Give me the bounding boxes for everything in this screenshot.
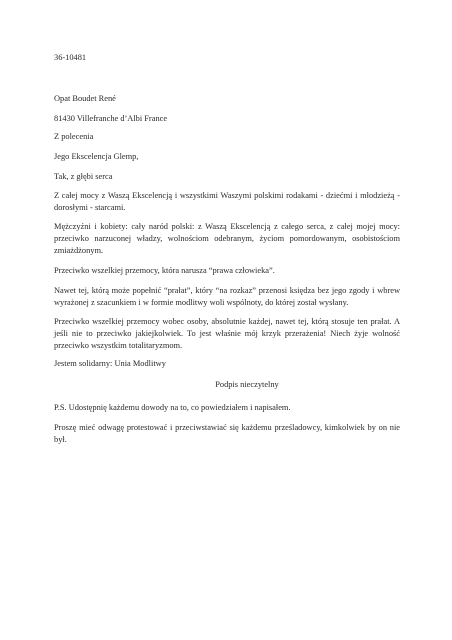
paragraph-4: Nawet tej, którą może popełnić “prałat”, który “na rozkaz” przenosi księdza bez jego zgody i wbrew wyrażonej z szacunkiem i w formie modlitwy woli wspólnoty, do której został wysłany. [54,286,400,307]
closing-paragraph: Proszę mieć odwagę protestować i przeciwstawiać się każdemu prześladowcy, kimkolwiek by on nie był. [54,423,400,444]
reference-number: 36-10481 [54,53,87,62]
postscript-line: P.S. Udostępnię każdemu dowody na to, co powiedziałem i napisałem. [54,403,291,412]
greeting-line: Tak, z głębi serca [54,172,113,181]
sender-address: 81430 Villefranche d’Albi France [54,114,168,123]
on-behalf-line: Z polecenia [54,132,94,141]
solidarity-line: Jestem solidarny: Unia Modlitwy [54,359,166,368]
paragraph-3: Przeciwko wszelkiej przemocy, która narusza “prawa człowieka”. [54,266,275,275]
paragraph-2: Mężczyźni i kobiety: cały naród polski: z Waszą Ekscelencją z całego serca, z całej mojej mocy: przeciwko narzuconej władzy, wolnościom odebranym, życiom pomordowanym, osobistościom zmiażdżonym. [54,222,400,255]
paragraph-1: Z całej mocy z Waszą Ekscelencją i wszystkimi Waszymi polskimi rodakami - dziećmi i młodzieżą - dorosłymi - starcami. [54,191,400,212]
signature-note: Podpis nieczytelny [215,380,279,389]
addressee-line: Jego Ekscelencja Glemp, [54,152,139,161]
paragraph-5: Przeciwko wszelkiej przemocy wobec osoby, absolutnie każdej, nawet tej, którą stosuje ten prałat. A jeśli nie to przeciwko jakiejkolwiek. To jest właśnie mój krzyk przerażenia! Niech żyje wolność przeciwko wszystkim totalitaryzmom. [54,317,400,350]
sender-name: Opat Boudet René [54,94,116,103]
